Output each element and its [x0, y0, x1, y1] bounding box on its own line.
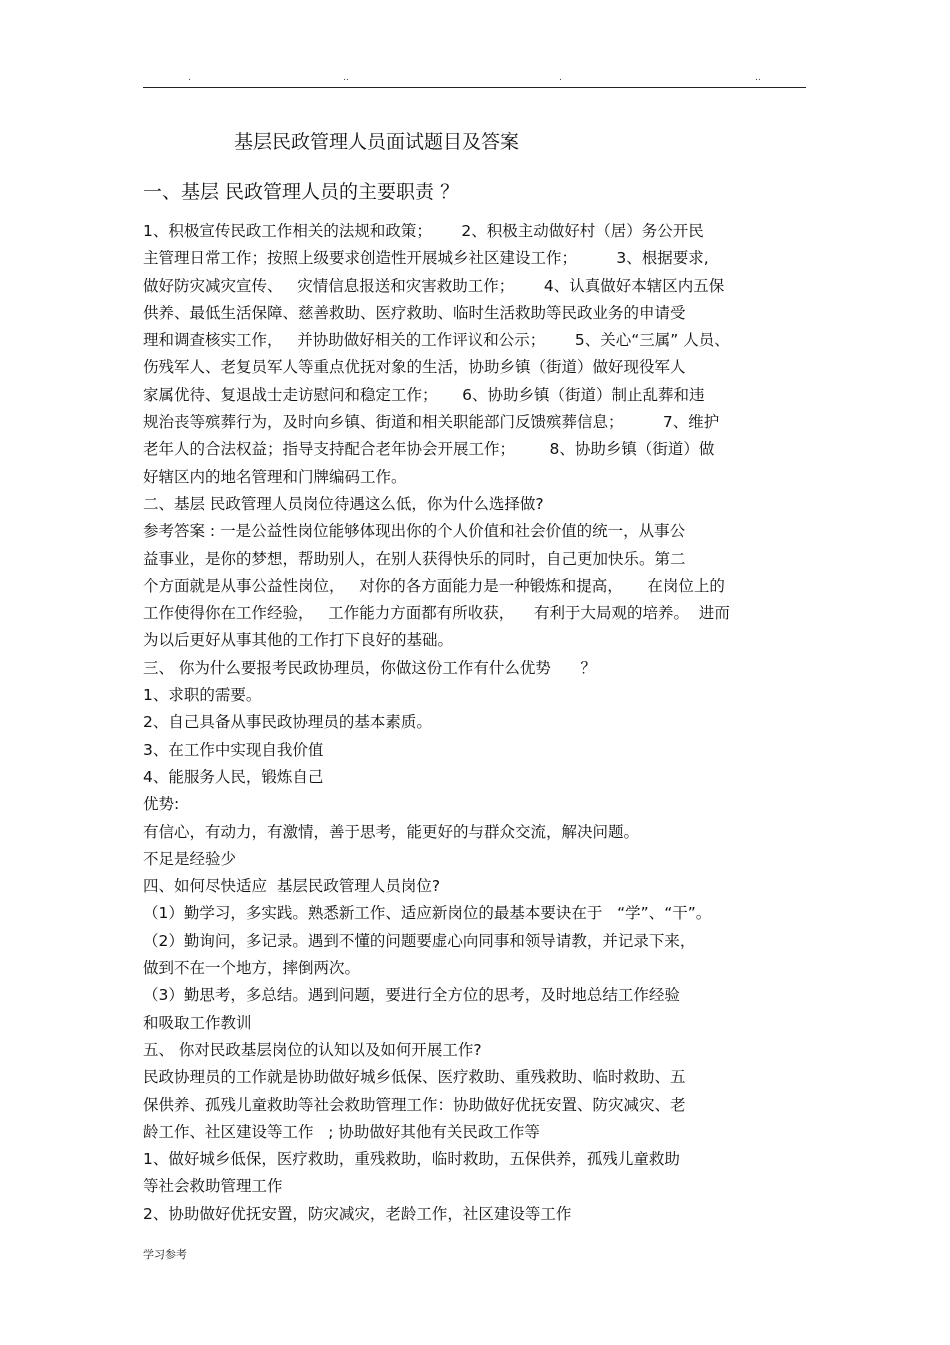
- document-title: 基层民政管理人员面试题目及答案: [234, 131, 520, 153]
- text-line: 3、在工作中实现自我价值: [143, 740, 324, 759]
- text-line: 老年人的合法权益；指导支持配合老年协会开展工作； 8、协助乡镇（街道）做: [143, 440, 715, 459]
- text-line: 1、做好城乡低保，医疗救助，重残救助，临时救助，五保供养，孤残儿童救助: [143, 1150, 680, 1169]
- text-line: 规治丧等殡葬行为，及时向乡镇、街道和相关职能部门反馈殡葬信息； 7、维护: [143, 413, 720, 432]
- text-line: 1、积极宣传民政工作相关的法规和政策； 2、积极主动做好村（居）务公开民: [143, 222, 704, 240]
- text-line: 家属优待、复退战士走访慰问和稳定工作； 6、协助乡镇（街道）制止乱葬和违: [143, 385, 705, 404]
- header-mark: .: [188, 73, 191, 83]
- text-line: 保供养、孤残儿童救助等社会救助管理工作：协助做好优抚安置、防灾减灾、老: [143, 1095, 686, 1114]
- text-line: 4、能服务人民，锻炼自己: [143, 767, 324, 786]
- header-mark: ..: [755, 73, 761, 83]
- text-line: 益事业，是你的梦想，帮助别人，在别人获得快乐的同时，自己更加快乐。第二: [143, 549, 686, 568]
- text-line: 等社会救助管理工作: [143, 1177, 283, 1196]
- text-line: 三、 你为什么要报考民政协理员，你做这份工作有什么优势 ？: [143, 658, 596, 677]
- text-line: 做到不在一个地方，摔倒两次。: [143, 959, 361, 978]
- section-heading: 一、基层 民政管理人员的主要职责 ？: [143, 181, 460, 203]
- text-line: 有信心，有动力，有激情，善于思考，能更好的与群众交流，解决问题。: [143, 822, 640, 841]
- text-line: 四、如何尽快适应 基层民政管理人员岗位?: [143, 877, 441, 896]
- text-line: 伤残军人、老复员军人等重点优抚对象的生活，协助乡镇（街道）做好现役军人: [143, 358, 686, 377]
- text-line: 1、求职的需要。: [143, 686, 262, 705]
- header-divider: [143, 87, 806, 88]
- text-line: 做好防灾减灾宣传、 灾情信息报送和灾害救助工作； 4、认真做好本辖区内五保: [143, 276, 725, 295]
- document-body: [143, 218, 823, 1228]
- page-header-marks: [143, 72, 806, 86]
- text-line: 2、协助做好优抚安置，防灾减灾，老龄工作，社区建设等工作: [143, 1204, 572, 1223]
- text-line: （3）勤思考，多总结。遇到问题，要进行全方位的思考，及时地总结工作经验: [143, 986, 680, 1005]
- text-line: 供养、最低生活保障、慈善救助、医疗救助、临时生活救助等民政业务的申请受: [143, 303, 686, 322]
- text-line: 五、 你对民政基层岗位的认知以及如何开展工作?: [143, 1040, 482, 1059]
- text-line: 参考答案 : 一是公益性岗位能够体现出你的个人价值和社会价值的统一，从事公: [143, 522, 686, 541]
- text-line: 优势:: [143, 795, 180, 814]
- text-line: 和吸取工作教训: [143, 1013, 252, 1032]
- text-line: （2）勤询问，多记录。遇到不懂的问题要虚心向同事和领导请教，并记录下来，: [143, 931, 696, 950]
- text-line: 民政协理员的工作就是协助做好城乡低保、医疗救助、重残救助、临时救助、五: [143, 1068, 686, 1087]
- header-mark: ..: [343, 73, 349, 83]
- header-mark: .: [559, 73, 562, 83]
- text-line: 2、自己具备从事民政协理员的基本素质。: [143, 713, 432, 732]
- text-line: 工作使得你在工作经验， 工作能力方面都有所收获， 有利于大局观的培养。 进而: [143, 604, 730, 623]
- text-line: 好辖区内的地名管理和门牌编码工作。: [143, 467, 407, 486]
- text-line: （1）勤学习，多实践。熟悉新工作、适应新岗位的最基本要诀在于 “学”、“干”。: [143, 904, 712, 923]
- text-line: 理和调查核实工作， 并协助做好相关的工作评议和公示； 5、关心“三属” 人员、: [143, 331, 730, 350]
- text-line: 不足是经验少: [143, 849, 237, 868]
- text-line: 个方面就是从事公益性岗位， 对你的各方面能力是一种锻炼和提高， 在岗位上的: [143, 576, 725, 595]
- text-line: 为以后更好从事其他的工作打下良好的基础。: [143, 631, 454, 650]
- text-line: 二、基层 民政管理人员岗位待遇这么低，你为什么选择做?: [143, 494, 544, 513]
- text-line: 主管理日常工作；按照上级要求创造性开展城乡社区建设工作； 3、根据要求,: [143, 249, 709, 268]
- text-line: 龄工作、社区建设等工作 ; 协助做好其他有关民政工作等: [143, 1122, 540, 1141]
- page-footer: 学习参考: [143, 1248, 187, 1261]
